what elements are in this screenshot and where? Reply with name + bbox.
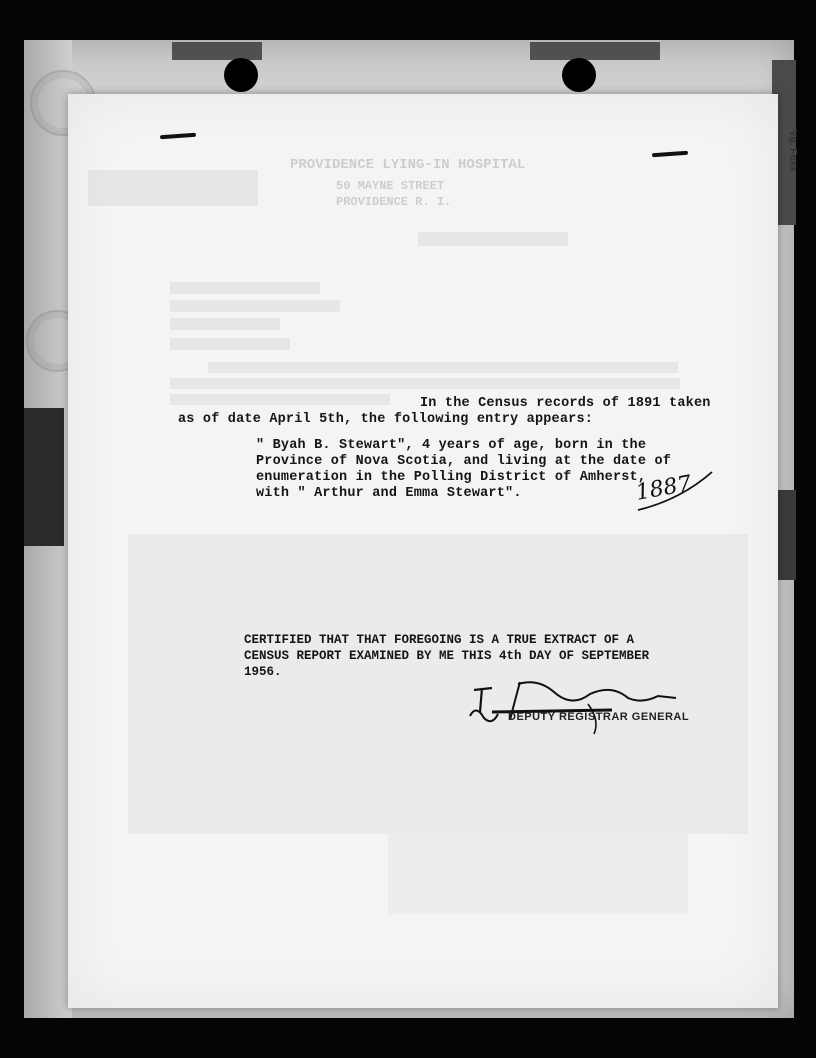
census-intro-line-2: as of date April 5th, the following entry appears:	[178, 412, 594, 427]
ghost-letterhead-title: PROVIDENCE LYING-IN HOSPITAL	[290, 157, 526, 173]
ghost-letterhead-left	[88, 170, 258, 206]
ghost-letterhead-street: 50 MAYNE STREET	[336, 179, 445, 193]
ghost-address-1	[170, 282, 320, 294]
svg-text:1887: 1887	[633, 471, 694, 506]
ghost-date-line	[418, 232, 568, 246]
edge-label: Vg. Foss	[787, 130, 798, 172]
ghost-form-lower	[388, 834, 688, 914]
ghost-body-3	[170, 394, 390, 405]
entry-line-1: " Byah B. Stewart", 4 years of age, born in the	[256, 438, 647, 453]
ghost-address-2	[170, 300, 340, 312]
ghost-letterhead-city: PROVIDENCE R. I.	[336, 195, 452, 209]
ghost-body-1	[208, 362, 678, 373]
deputy-registrar-stamp: DEPUTY REGISTRAR GENERAL	[508, 711, 690, 723]
ghost-salutation	[170, 338, 290, 350]
entry-line-3: enumeration in the Polling District of Amherst,	[256, 470, 647, 485]
registration-dash-left	[160, 133, 196, 140]
registration-dash-right	[652, 151, 688, 158]
entry-line-4: with " Arthur and Emma Stewart".	[256, 486, 522, 501]
certification-line-1: CERTIFIED THAT THAT FOREGOING IS A TRUE EXTRACT OF A	[244, 633, 635, 647]
tape-strip-left	[172, 42, 262, 60]
ghost-address-3	[170, 318, 280, 330]
certification-line-3: 1956.	[244, 665, 282, 679]
left-edge-shadow	[24, 408, 64, 546]
census-intro-line-1: In the Census records of 1891 taken	[420, 396, 711, 411]
handwritten-year	[630, 464, 730, 518]
document-page	[68, 94, 778, 1008]
tape-strip-right	[530, 42, 660, 60]
ghost-body-2	[170, 378, 680, 389]
punch-hole-right	[562, 58, 596, 92]
registrar-signature	[462, 674, 682, 744]
entry-line-2: Province of Nova Scotia, and living at the date of	[256, 454, 672, 469]
certification-line-2: CENSUS REPORT EXAMINED BY ME THIS 4th DAY OF SEPTEMBER	[244, 649, 650, 663]
punch-hole-left	[224, 58, 258, 92]
